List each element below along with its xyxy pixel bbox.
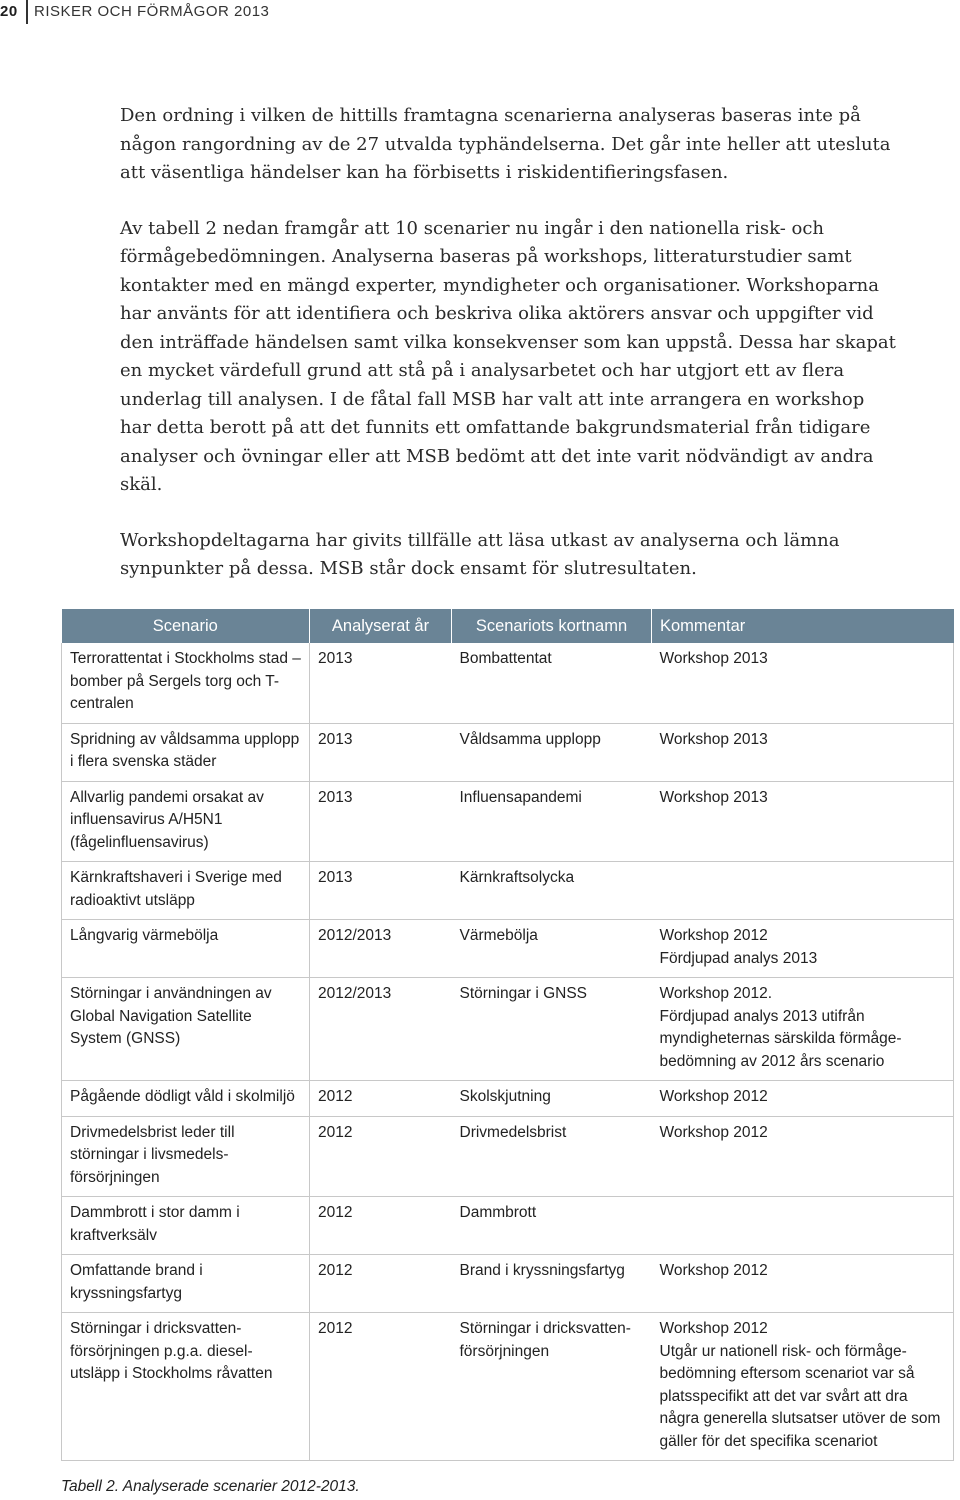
year-cell: 2012 — [310, 1081, 452, 1117]
table-row — [62, 1313, 954, 1461]
table-row — [62, 643, 954, 723]
comment-cell: Workshop 2012 Fördjupad analys 2013 — [652, 920, 954, 978]
shortname-cell: Störningar i GNSS — [452, 978, 652, 1081]
year-cell: 2012 — [310, 1313, 452, 1461]
shortname-cell: Skolskjutning — [452, 1081, 652, 1117]
shortname-cell: Våldsamma upplopp — [452, 723, 652, 781]
scenario-cell: Omfattande brand i kryssningsfartyg — [62, 1255, 310, 1313]
table-row — [62, 781, 954, 862]
year-cell: 2013 — [310, 723, 452, 781]
scenario-cell: Pågående dödligt våld i skolmiljö — [62, 1081, 310, 1117]
table-row — [62, 978, 954, 1081]
shortname-cell: Kärnkraftsolycka — [452, 862, 652, 920]
scenario-cell: Långvarig värmebölja — [62, 920, 310, 978]
shortname-cell: Drivmedelsbrist — [452, 1116, 652, 1197]
comment-cell: Workshop 2013 — [652, 781, 954, 862]
shortname-cell: Brand i kryssningsfartyg — [452, 1255, 652, 1313]
column-header-comment: Kommentar — [652, 609, 954, 643]
year-cell: 2013 — [310, 643, 452, 723]
table-header-row — [62, 609, 954, 643]
running-title: RISKER OCH FÖRMÅGOR 2013 — [34, 3, 270, 20]
year-cell: 2012 — [310, 1197, 452, 1255]
scenario-cell: Störningar i användningen av Global Navigation Satellite System (GNSS) — [62, 978, 310, 1081]
paragraph: Workshopdeltagarna har givits tillfälle att läsa utkast av analyserna och lämna synpunkter på dessa. MSB står dock ensamt för slutresultaten. — [120, 529, 840, 579]
table-row — [62, 920, 954, 978]
scenario-cell: Terrorattentat i Stockholms stad – bomber på Sergels torg och T-centralen — [62, 643, 310, 723]
comment-cell: Workshop 2012 Utgår ur nationell risk- och förmåge-bedömning eftersom scenariot var så platsspecifikt att det var svårt att dra några generella slutsatser utöver de som gäller för det specifika scenariot — [652, 1313, 954, 1461]
scenario-table — [61, 609, 954, 1461]
column-header-scenario: Scenario — [62, 609, 310, 643]
year-cell: 2012 — [310, 1255, 452, 1313]
shortname-cell: Störningar i dricksvatten-försörjningen — [452, 1313, 652, 1461]
header-divider — [26, 0, 28, 24]
body-text — [120, 102, 900, 611]
scenario-cell: Drivmedelsbrist leder till störningar i livsmedels-försörjningen — [62, 1116, 310, 1197]
shortname-cell: Influensapandemi — [452, 781, 652, 862]
scenario-cell: Allvarlig pandemi orsakat av influensavirus A/H5N1 (fågelinfluensavirus) — [62, 781, 310, 862]
comment-cell: Workshop 2012 — [652, 1116, 954, 1197]
comment-cell: Workshop 2013 — [652, 643, 954, 723]
table-row — [62, 1081, 954, 1117]
comment-cell: Workshop 2012 — [652, 1081, 954, 1117]
page-header — [0, 0, 960, 26]
scenario-cell: Dammbrott i stor damm i kraftverksälv — [62, 1197, 310, 1255]
table-row — [62, 862, 954, 920]
table-row — [62, 1255, 954, 1313]
year-cell: 2012/2013 — [310, 920, 452, 978]
page-number: 20 — [0, 3, 18, 20]
year-cell: 2013 — [310, 781, 452, 862]
paragraph: Den ordning i vilken de hittills framtagna scenarierna analyseras baseras inte på någon rangordning av de 27 utvalda typhändelserna. Det går inte heller att utesluta att väsentliga händelser kan ha förbisetts i riskidentifieringsfasen. — [120, 105, 891, 183]
paragraph: Av tabell 2 nedan framgår att 10 scenarier nu ingår i den nationella risk- och förmågebedömningen. Analyserna baseras på workshops, litteraturstudier samt kontakter med en mängd experter, myndigheter och organisationer. Workshoparna har använts för att identifiera och beskriva olika aktörers ansvar och uppgifter vid den inträffade händelsen samt vilka konsekvenser som kan uppstå. Dessa har skapat en mycket värdefull grund att stå på i analysarbetet och har utgjort ett av flera underlag till analysen. I de fåtal fall MSB har valt att inte arrangera en workshop har detta berott på att det funnits ett omfattande bakgrundsmaterial från tidigare analyser och övningar eller att MSB bedömt att det inte varit nödvändigt av andra skäl. — [120, 217, 896, 495]
scenario-cell: Kärnkraftshaveri i Sverige med radioaktivt utsläpp — [62, 862, 310, 920]
comment-cell: Workshop 2012. Fördjupad analys 2013 utifrån myndigheternas särskilda förmåge-bedömning av 2012 års scenario — [652, 978, 954, 1081]
year-cell: 2012 — [310, 1116, 452, 1197]
comment-cell — [652, 862, 954, 920]
comment-cell — [652, 1197, 954, 1255]
column-header-shortname: Scenariots kortnamn — [452, 609, 652, 643]
year-cell: 2012/2013 — [310, 978, 452, 1081]
table-row — [62, 1116, 954, 1197]
table-row — [62, 723, 954, 781]
shortname-cell: Bombattentat — [452, 643, 652, 723]
comment-cell: Workshop 2012 — [652, 1255, 954, 1313]
table-caption: Tabell 2. Analyserade scenarier 2012-2013. — [61, 1478, 360, 1495]
column-header-year: Analyserat år — [310, 609, 452, 643]
comment-cell: Workshop 2013 — [652, 723, 954, 781]
scenario-cell: Spridning av våldsamma upplopp i flera svenska städer — [62, 723, 310, 781]
scenario-cell: Störningar i dricksvatten-försörjningen p.g.a. diesel-utsläpp i Stockholms råvatten — [62, 1313, 310, 1461]
year-cell: 2013 — [310, 862, 452, 920]
table-row — [62, 1197, 954, 1255]
shortname-cell: Dammbrott — [452, 1197, 652, 1255]
shortname-cell: Värmebölja — [452, 920, 652, 978]
